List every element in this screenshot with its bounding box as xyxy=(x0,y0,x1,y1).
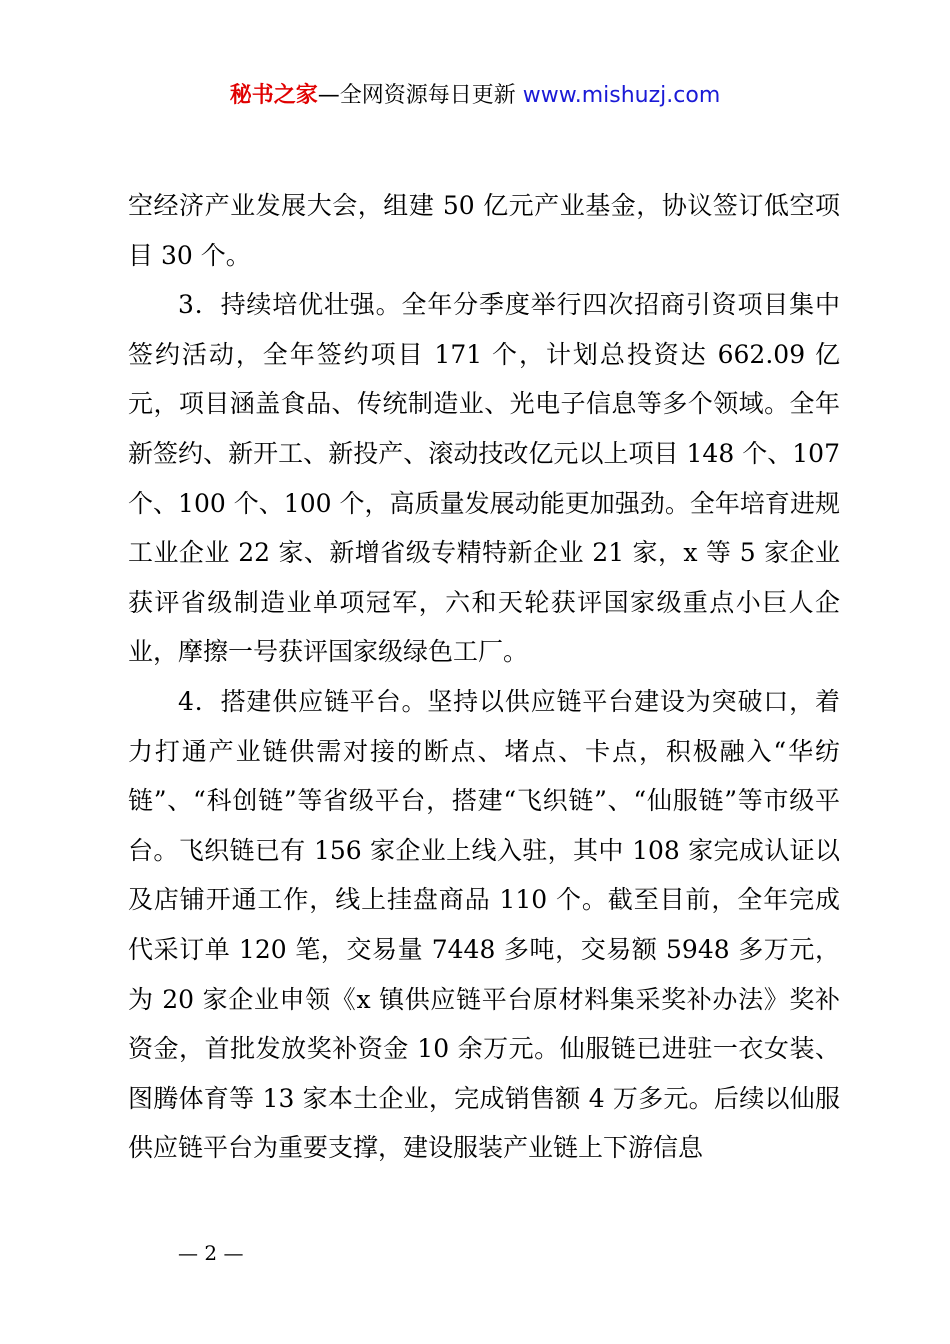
paragraph-item-4: 4．搭建供应链平台。坚持以供应链平台建设为突破口，着力打通产业链供需对接的断点、堵点、卡点，积极融入“华纺链”、“科创链”等省级平台，搭建“飞织链”、“仙服链”等市级平台。飞织链已有 156 家企业上线入驻，其中 108 家完成认证以及店铺开通工作，线上挂盘商品 110 个。截至目前，全年完成代采订单 120 笔，交易量 7448 多吨，交易额 5948 多万元，为 20 家企业申领《x 镇供应链平台原材料集采奖补办法》奖补资金，首批发放奖补资金 10 余万元。仙服链已进驻一衣女装、图腾体育等 13 家本土企业，完成销售额 4 万多元。后续以仙服供应链平台为重要支撑，建设服装产业链上下游信息 xyxy=(128,686,840,1163)
header-url[interactable]: www.mishuzj.com xyxy=(522,83,721,108)
document-body xyxy=(128,181,840,1173)
site-header xyxy=(0,80,950,112)
page-number: — 2 — xyxy=(178,1241,244,1265)
header-tagline: —全网资源每日更新 xyxy=(317,83,523,108)
paragraph-continuation: 空经济产业发展大会，组建 50 亿元产业基金，协议签订低空项目 30 个。 xyxy=(128,191,840,270)
paragraph-item-3: 3．持续培优壮强。全年分季度举行四次招商引资项目集中签约活动，全年签约项目 171 个，计划总投资达 662.09 亿元，项目涵盖食品、传统制造业、光电子信息等多个领域。全年新签约、新开工、新投产、滚动技改亿元以上项目 148 个、107 个、100 个、100 个，高质量发展动能更加强劲。全年培育进规工业企业 22 家、新增省级专精特新企业 21 家，x 等 5 家企业获评省级制造业单项冠军，六和天轮获评国家级重点小巨人企业，摩擦一号获评国家级绿色工厂。 xyxy=(128,290,840,667)
brand-name: 秘书之家 xyxy=(229,83,318,108)
